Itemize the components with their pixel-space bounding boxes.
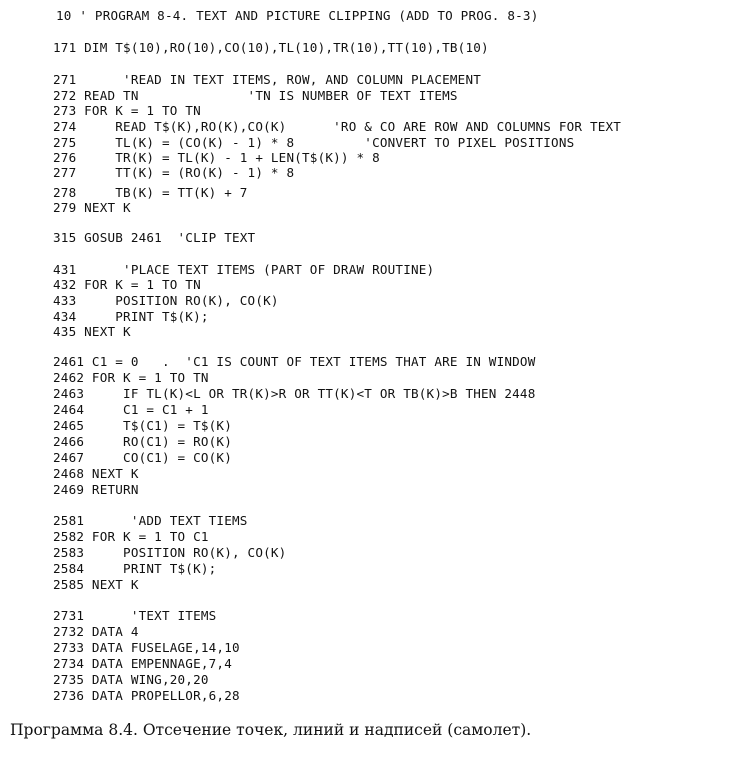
code-line-2469: 2469 RETURN (53, 482, 139, 497)
code-line-10: 10 ' PROGRAM 8-4. TEXT AND PICTURE CLIPPING (ADD TO PROG. 8-3) (56, 8, 539, 23)
code-line-2735: 2735 DATA WING,20,20 (53, 672, 209, 687)
code-line-274: 274 READ T$(K),RO(K),CO(K) 'RO & CO ARE ROW AND COLUMNS FOR TEXT (53, 119, 622, 134)
code-line-2464: 2464 C1 = C1 + 1 (53, 402, 209, 417)
code-line-273: 273 FOR K = 1 TO TN (53, 103, 201, 118)
code-line-277: 277 TT(K) = (RO(K) - 1) * 8 (53, 165, 295, 180)
code-line-272: 272 READ TN 'TN IS NUMBER OF TEXT ITEMS (53, 88, 458, 103)
code-line-2732: 2732 DATA 4 (53, 624, 139, 639)
code-line-2734: 2734 DATA EMPENNAGE,7,4 (53, 656, 232, 671)
code-line-2736: 2736 DATA PROPELLOR,6,28 (53, 688, 240, 703)
code-line-271: 271 'READ IN TEXT ITEMS, ROW, AND COLUMN PLACEMENT (53, 72, 482, 87)
code-line-2462: 2462 FOR K = 1 TO TN (53, 370, 209, 385)
code-line-171: 171 DIM T$(10),RO(10),CO(10),TL(10),TR(10),TT(10),TB(10) (53, 40, 489, 55)
code-line-315: 315 GOSUB 2461 'CLIP TEXT (53, 230, 256, 245)
code-line-2461: 2461 C1 = 0 . 'C1 IS COUNT OF TEXT ITEMS THAT ARE IN WINDOW (53, 354, 536, 369)
code-line-275: 275 TL(K) = (CO(K) - 1) * 8 'CONVERT TO PIXEL POSITIONS (53, 135, 575, 150)
code-line-435: 435 NEXT K (53, 324, 131, 339)
code-line-2463: 2463 IF TL(K)<L OR TR(K)>R OR TT(K)<T OR TB(K)>B THEN 2448 (53, 386, 536, 401)
code-line-276: 276 TR(K) = TL(K) - 1 + LEN(T$(K)) * 8 (53, 150, 380, 165)
code-line-2582: 2582 FOR K = 1 TO C1 (53, 529, 209, 544)
code-line-2468: 2468 NEXT K (53, 466, 139, 481)
code-line-431: 431 'PLACE TEXT ITEMS (PART OF DRAW ROUTINE) (53, 262, 435, 277)
figure-caption: Программа 8.4. Отсечение точек, линий и надписей (самолет). (10, 721, 532, 739)
code-line-432: 432 FOR K = 1 TO TN (53, 277, 201, 292)
code-line-2581: 2581 'ADD TEXT TIEMS (53, 513, 248, 528)
code-line-279: 279 NEXT K (53, 200, 131, 215)
code-line-2583: 2583 POSITION RO(K), CO(K) (53, 545, 287, 560)
code-line-2584: 2584 PRINT T$(K); (53, 561, 217, 576)
code-line-434: 434 PRINT T$(K); (53, 309, 209, 324)
code-line-2585: 2585 NEXT K (53, 577, 139, 592)
code-line-2465: 2465 T$(C1) = T$(K) (53, 418, 232, 433)
code-line-2466: 2466 RO(C1) = RO(K) (53, 434, 232, 449)
code-line-433: 433 POSITION RO(K), CO(K) (53, 293, 279, 308)
code-line-2731: 2731 'TEXT ITEMS (53, 608, 217, 623)
code-line-2467: 2467 CO(C1) = CO(K) (53, 450, 232, 465)
code-line-2733: 2733 DATA FUSELAGE,14,10 (53, 640, 240, 655)
code-line-278: 278 TB(K) = TT(K) + 7 (53, 185, 248, 200)
